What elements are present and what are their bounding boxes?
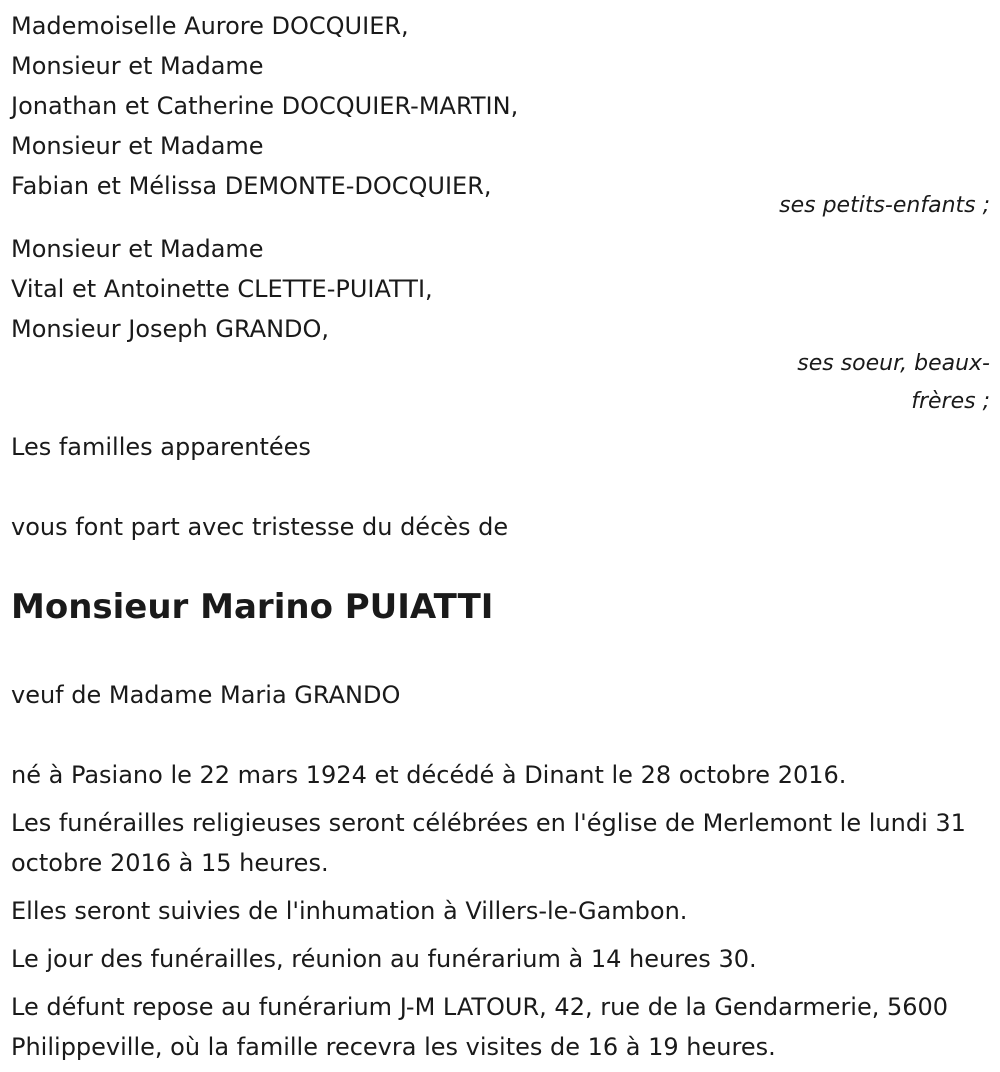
announcement-text: vous font part avec tristesse du décès de — [11, 513, 509, 541]
grandchild-line: Fabian et Mélissa DEMONTE-DOCQUIER, — [11, 172, 492, 200]
details-block — [11, 755, 990, 1067]
grandchild-line: Monsieur et Madame — [11, 52, 264, 80]
related-families: Les familles apparentées — [11, 433, 311, 461]
widower-of: veuf de Madame Maria GRANDO — [11, 681, 401, 709]
siblings-block — [11, 229, 990, 421]
siblings-attribution-line-1: ses soeur, beaux- — [797, 351, 990, 376]
gathering-info: Le jour des funérailles, réunion au funérarium à 14 heures 30. — [11, 945, 757, 973]
birth-death-info: né à Pasiano le 22 mars 1924 et décédé à Dinant le 28 octobre 2016. — [11, 761, 847, 789]
visitation-info: Le défunt repose au funérarium J-M LATOUR, 42, rue de la Gendarmerie, 5600 Philippeville, où la famille recevra les visites de 16 à 19 heures. — [11, 993, 949, 1061]
deceased-name: Monsieur Marino PUIATTI — [11, 587, 494, 627]
grandchildren-attribution: ses petits-enfants ; — [779, 193, 990, 218]
grandchild-line: Monsieur et Madame — [11, 132, 264, 160]
siblings-attribution-line-2: frères ; — [911, 389, 990, 414]
burial-info: Elles seront suivies de l'inhumation à Villers-le-Gambon. — [11, 897, 688, 925]
grandchildren-block — [11, 6, 990, 223]
sibling-line: Monsieur et Madame — [11, 235, 264, 263]
funeral-service-info: Les funérailles religieuses seront célébrées en l'église de Merlemont le lundi 31 octobre 2016 à 15 heures. — [11, 809, 966, 877]
sibling-line: Vital et Antoinette CLETTE-PUIATTI, — [11, 275, 433, 303]
grandchild-line: Jonathan et Catherine DOCQUIER-MARTIN, — [11, 92, 519, 120]
siblings-attribution — [11, 345, 990, 421]
grandchild-line: Mademoiselle Aurore DOCQUIER, — [11, 12, 409, 40]
sibling-line: Monsieur Joseph GRANDO, — [11, 315, 330, 343]
